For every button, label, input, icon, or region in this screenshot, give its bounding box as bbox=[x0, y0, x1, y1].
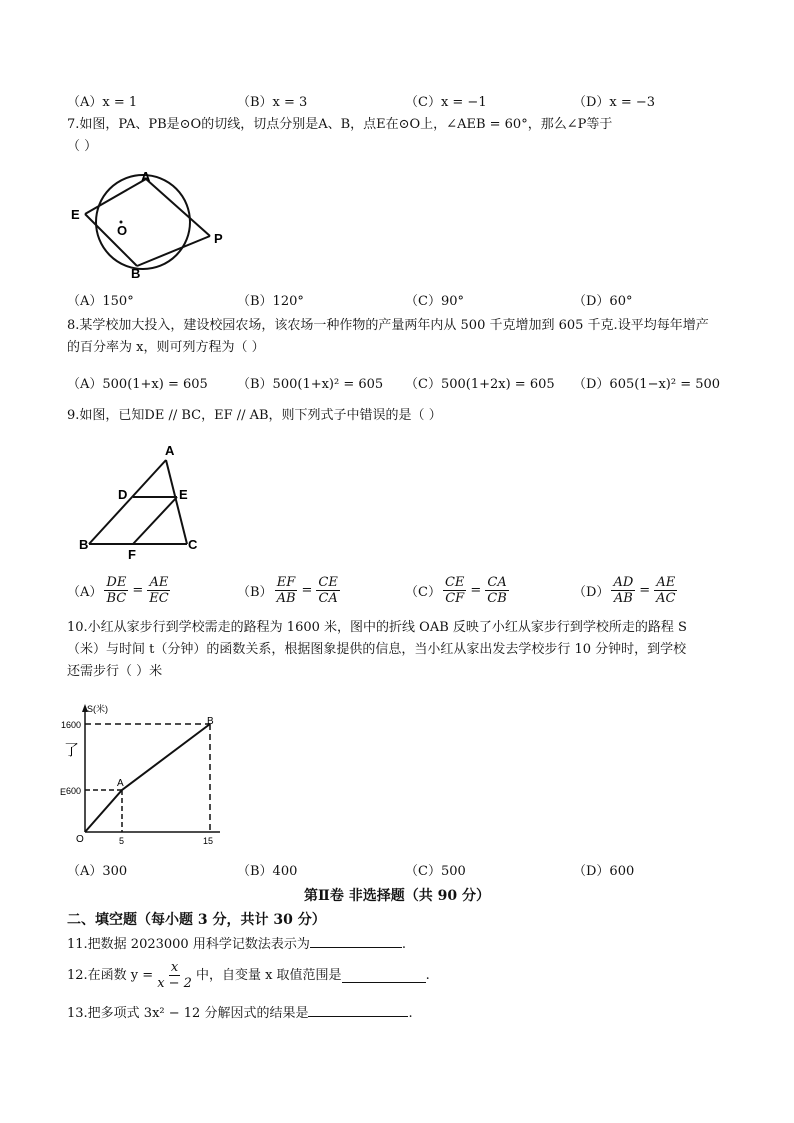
q9-option-d-frac1: $\frac{AD}{AB}$ bbox=[613, 575, 634, 606]
tangent-pa bbox=[146, 179, 210, 236]
q12-suffix: 中，自变量 x 取值范围是 bbox=[195, 967, 342, 983]
q9-option-c-label: （C） bbox=[405, 585, 441, 600]
label-p: P bbox=[214, 231, 223, 246]
x-tick-5: 5 bbox=[119, 836, 125, 846]
label-c: C bbox=[188, 537, 198, 552]
q10-line3: 还需步行（ ）米 bbox=[67, 664, 163, 679]
q9-option-a-frac1: $\frac{DE}{BC}$ bbox=[106, 575, 127, 606]
q9-option-d: （D） $\frac{AD}{AB}$ = $\frac{AE}{AC}$ bbox=[573, 575, 676, 606]
q10-question bbox=[67, 617, 737, 683]
q13-text: 13.把多项式 3x² − 12 分解因式的结果是 bbox=[67, 1006, 309, 1021]
q10-option-a: （A）300 bbox=[67, 864, 128, 879]
side-ac bbox=[166, 460, 187, 544]
polyline-oab bbox=[85, 724, 210, 832]
q8-line1: 8.某学校加大投入，建设校园农场，该农场一种作物的产量两年内从 500 千克增加到 605 千克.设平均每年增产 bbox=[67, 318, 709, 333]
q6-option-a: （A）x = 1 bbox=[67, 95, 138, 110]
tangent-pb bbox=[137, 236, 210, 266]
q9-question bbox=[67, 405, 737, 427]
q12-numerator: x bbox=[170, 960, 179, 975]
q6-option-d: （D）x = −3 bbox=[573, 95, 656, 110]
q11-question: 11.把数据 2023000 用科学记数法表示为 . bbox=[67, 933, 737, 956]
x-tick-15: 15 bbox=[203, 836, 214, 846]
y-tick-1600: 1600 bbox=[61, 720, 82, 730]
q7-option-a: （A）150° bbox=[67, 294, 134, 309]
q11-answer-blank[interactable] bbox=[310, 933, 402, 948]
q6-options bbox=[67, 91, 747, 111]
q9-option-a-frac2: $\frac{AE}{EC}$ bbox=[149, 575, 169, 606]
part-2-title: 二、填空题（每小题 3 分，共计 30 分） bbox=[67, 912, 326, 928]
q10-option-c: （C）500 bbox=[405, 864, 466, 879]
q6-option-c: （C）x = −1 bbox=[405, 95, 487, 110]
y-tick-600: 600 bbox=[66, 786, 82, 796]
q9-option-a: （A） $\frac{DE}{BC}$ = $\frac{AE}{EC}$ bbox=[67, 575, 169, 606]
q7-question bbox=[67, 114, 737, 158]
q9-option-c-frac1: $\frac{CE}{CF}$ bbox=[444, 575, 465, 606]
stray-glyph-1: 了 bbox=[64, 742, 80, 759]
q8-option-d: （D）605(1−x)² = 500 bbox=[573, 377, 721, 392]
point-b-label: B bbox=[207, 716, 214, 727]
label-e: E bbox=[71, 207, 80, 222]
circle-o bbox=[96, 175, 190, 269]
label-a: A bbox=[165, 443, 175, 458]
q8-options bbox=[67, 373, 747, 393]
origin-label: O bbox=[76, 834, 84, 845]
section-2-title: 第Ⅱ卷 非选择题（共 90 分） bbox=[304, 888, 490, 904]
q7-options bbox=[67, 290, 747, 310]
q12-denominator: x − 2 bbox=[157, 976, 192, 991]
q9-option-b-frac2: $\frac{CE}{CA}$ bbox=[318, 575, 338, 606]
q8-option-c: （C）500(1+2x) = 605 bbox=[405, 377, 555, 392]
q13-answer-blank[interactable] bbox=[308, 1002, 408, 1017]
q9-option-b: （B） $\frac{EF}{AB}$ = $\frac{CE}{CA}$ bbox=[237, 575, 338, 606]
q10-line1: 10.小红从家步行到学校需走的路程为 1600 米，图中的折线 OAB 反映了小红从家步行到学校所走的路程 S bbox=[67, 620, 687, 635]
q9-text: 9.如图，已知DE // BC，EF // AB，则下列式子中错误的是（ ） bbox=[67, 408, 442, 423]
stray-glyph-2: E bbox=[60, 787, 67, 797]
label-b: B bbox=[131, 266, 141, 280]
q7-text: 7.如图，PA、PB是⊙O的切线，切点分别是A、B，点E在⊙O上，∠AEB = 60°，那么∠P等于 bbox=[67, 117, 613, 132]
q10-graph bbox=[60, 700, 230, 850]
q7-circle-figure bbox=[67, 165, 237, 280]
q12-answer-blank[interactable] bbox=[342, 968, 426, 983]
q8-question bbox=[67, 315, 737, 359]
label-a: A bbox=[141, 169, 151, 184]
q7-option-d: （D）60° bbox=[573, 294, 633, 309]
q8-option-b: （B）500(1+x)² = 605 bbox=[237, 377, 384, 392]
segment-ef bbox=[133, 497, 177, 544]
q10-option-d: （D）600 bbox=[573, 864, 635, 879]
q12-fraction bbox=[155, 960, 194, 991]
label-f: F bbox=[128, 547, 136, 562]
q6-option-b: （B）x = 3 bbox=[237, 95, 308, 110]
y-axis-label: S(米) bbox=[87, 704, 108, 714]
label-e: E bbox=[179, 487, 188, 502]
q9-triangle-figure bbox=[67, 436, 207, 566]
q13-question: 13.把多项式 3x² − 12 分解因式的结果是 . bbox=[67, 1002, 737, 1025]
q10-option-b: （B）400 bbox=[237, 864, 298, 879]
point-a-label: A bbox=[117, 778, 124, 789]
q9-option-c-frac2: $\frac{CA}{CB}$ bbox=[487, 575, 507, 606]
q7-option-c: （C）90° bbox=[405, 294, 464, 309]
q10-options bbox=[67, 860, 747, 880]
label-b: B bbox=[79, 537, 89, 552]
q8-option-a: （A）500(1+x) = 605 bbox=[67, 377, 208, 392]
q12-prefix: 12.在函数 y = bbox=[67, 967, 154, 983]
label-d: D bbox=[118, 487, 128, 502]
q12-question: 12.在函数 y = $\frac{x}{x - 2}$ 中，自变量 x 取值范围是 . bbox=[67, 960, 430, 991]
chord-eb bbox=[85, 214, 137, 266]
q7-paren: （ ） bbox=[67, 139, 98, 154]
q9-option-b-label: （B） bbox=[237, 585, 273, 600]
q8-line2: 的百分率为 x，则可列方程为（ ） bbox=[67, 340, 265, 355]
q9-option-c: （C） $\frac{CE}{CF}$ = $\frac{CA}{CB}$ bbox=[405, 575, 507, 606]
q7-option-b: （B）120° bbox=[237, 294, 304, 309]
side-ab bbox=[89, 460, 166, 544]
q11-text: 11.把数据 2023000 用科学记数法表示为 bbox=[67, 937, 310, 952]
label-o: O bbox=[117, 223, 128, 238]
q9-option-b-frac1: $\frac{EF}{AB}$ bbox=[276, 575, 296, 606]
q9-options bbox=[67, 575, 747, 615]
q9-option-d-frac2: $\frac{AE}{AC}$ bbox=[656, 575, 676, 606]
q9-option-d-label: （D） bbox=[573, 585, 610, 600]
q10-line2: （米）与时间 t（分钟）的函数关系，根据图象提供的信息，当小红从家出发去学校步行 10 分钟时，到学校 bbox=[67, 642, 687, 657]
q9-option-a-label: （A） bbox=[67, 585, 103, 600]
